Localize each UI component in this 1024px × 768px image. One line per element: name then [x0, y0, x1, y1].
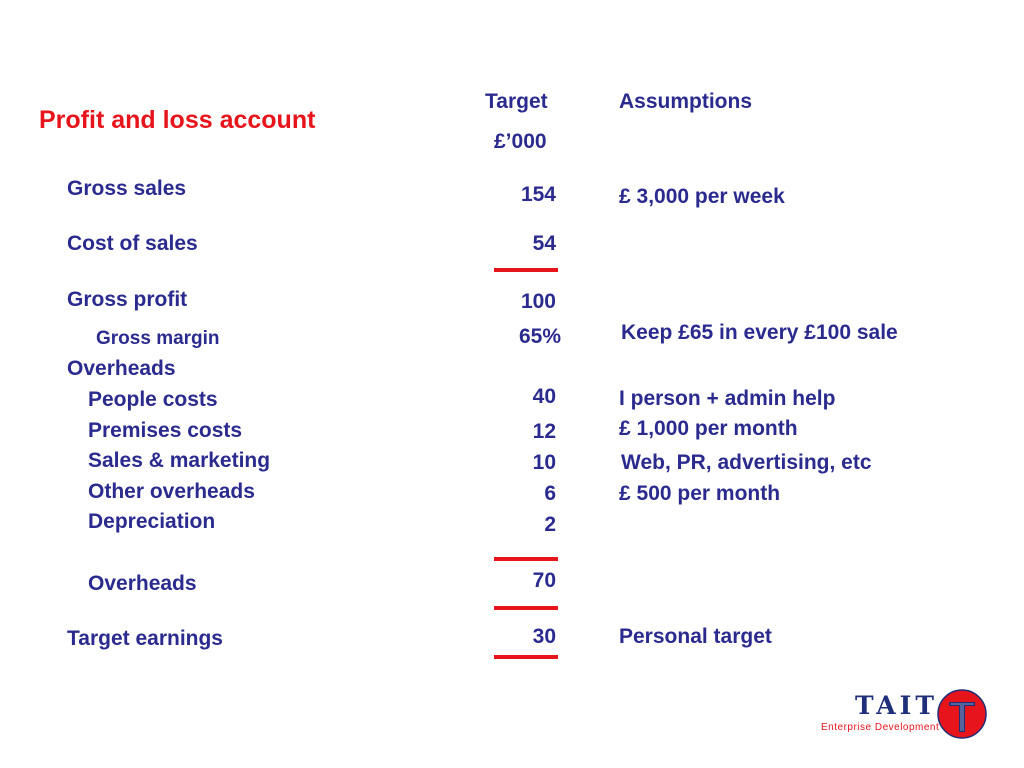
total-rule — [494, 606, 558, 610]
row-assumption-target-earnings: Personal target — [619, 625, 772, 648]
row-assumption-people-costs: I person + admin help — [619, 387, 836, 410]
row-value-people-costs: 40 — [532, 385, 556, 408]
row-assumption-sales-marketing: Web, PR, advertising, etc — [621, 451, 872, 474]
row-value-depreciation: 2 — [544, 513, 556, 536]
units-label: £’000 — [494, 130, 547, 153]
page-title: Profit and loss account — [39, 106, 316, 134]
row-value-overheads-total: 70 — [532, 569, 556, 592]
row-assumption-other-overheads: £ 500 per month — [619, 482, 781, 505]
row-label-overheads-total: Overheads — [88, 572, 197, 595]
row-label-gross-margin: Gross margin — [96, 328, 220, 349]
subtotal-rule — [494, 268, 558, 272]
row-label-sales-marketing: Sales & marketing — [88, 449, 271, 472]
section-heading-overheads: Overheads — [67, 357, 176, 380]
row-label-depreciation: Depreciation — [88, 510, 216, 533]
row-value-sales-marketing: 10 — [532, 451, 556, 474]
row-label-premises-costs: Premises costs — [88, 419, 243, 442]
row-assumption-gross-margin: Keep £65 in every £100 sale — [621, 321, 898, 344]
logo-emblem-icon — [936, 688, 988, 740]
assumptions-column-heading: Assumptions — [619, 90, 753, 113]
logo-tagline: Enterprise Development — [821, 722, 940, 733]
row-assumption-premises-costs: £ 1,000 per month — [619, 417, 798, 440]
row-assumption-gross-sales: £ 3,000 per week — [619, 185, 785, 208]
row-value-premises-costs: 12 — [532, 420, 556, 443]
row-value-target-earnings: 30 — [532, 625, 556, 648]
row-value-gross-sales: 154 — [520, 183, 556, 206]
row-label-cost-of-sales: Cost of sales — [67, 232, 198, 255]
row-label-gross-sales: Gross sales — [67, 177, 187, 200]
row-label-other-overheads: Other overheads — [88, 480, 255, 503]
logo-wordmark: TAIT — [855, 691, 938, 720]
row-value-other-overheads: 6 — [544, 482, 556, 505]
row-label-target-earnings: Target earnings — [67, 627, 223, 650]
row-value-gross-profit: 100 — [520, 290, 556, 313]
subtotal-rule — [494, 557, 558, 561]
row-value-gross-margin: 65% — [518, 325, 561, 348]
row-label-gross-profit: Gross profit — [67, 288, 188, 311]
target-column-heading: Target — [485, 90, 548, 113]
row-value-cost-of-sales: 54 — [532, 232, 556, 255]
total-rule — [494, 655, 558, 659]
row-label-people-costs: People costs — [88, 388, 218, 411]
